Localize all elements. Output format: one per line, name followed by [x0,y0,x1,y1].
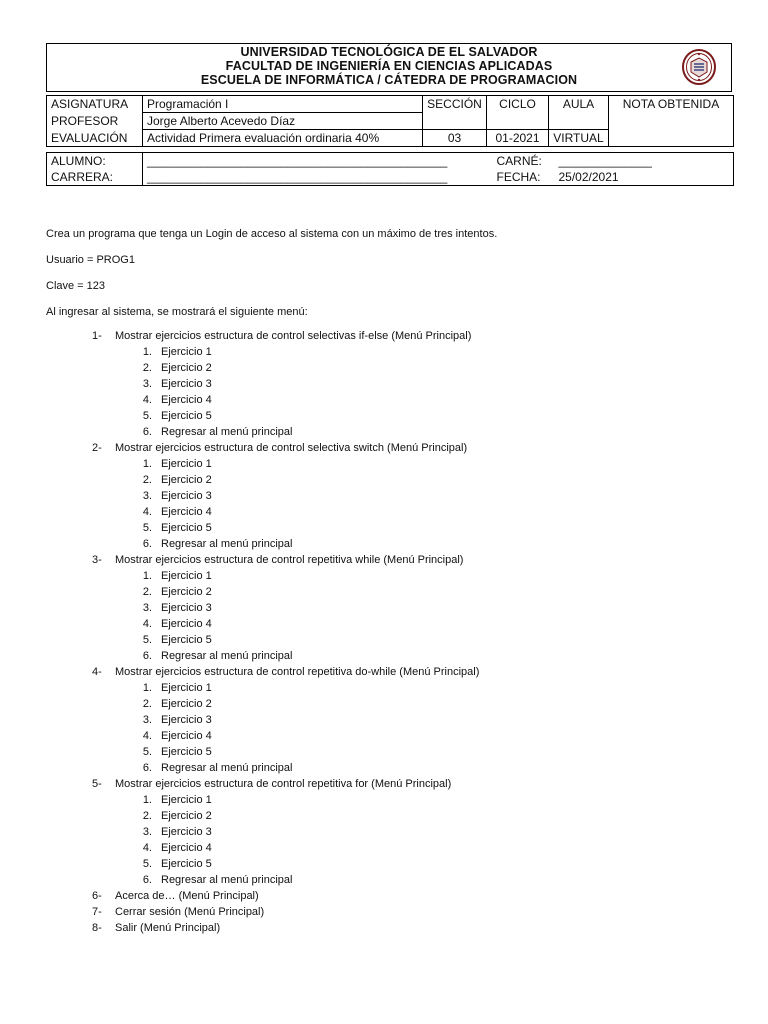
submenu-item-text: Ejercicio 5 [161,746,212,758]
submenu-item [46,696,736,712]
usuario-text: Usuario = PROG1 [46,254,135,266]
submenu-item-number: 4. [142,506,152,518]
seccion-label: SECCIÓN [423,96,487,113]
submenu-item [46,520,736,536]
submenu-item [46,648,736,664]
submenu-item [46,728,736,744]
submenu-item-text: Ejercicio 1 [161,570,212,582]
submenu-item-text: Ejercicio 2 [161,698,212,710]
submenu-item [46,680,736,696]
menu-item-number: 8- [92,922,102,934]
submenu-item-text: Ejercicio 2 [161,810,212,822]
submenu-item [46,744,736,760]
aula-value: VIRTUAL [549,130,609,147]
submenu-item-number: 1. [142,682,152,694]
alumno-label: ALUMNO: [47,153,143,170]
menu-item-number: 6- [92,890,102,902]
menu-intro-text: Al ingresar al sistema, se mostrará el siguiente menú: [46,306,308,318]
submenu-item [46,632,736,648]
submenu-item [46,536,736,552]
university-seal-icon [681,48,717,86]
menu-item-text: Mostrar ejercicios estructura de control selectiva switch (Menú Principal) [115,442,468,454]
submenu-item-number: 5. [142,746,152,758]
submenu-item-number: 6. [142,762,152,774]
submenu-item-text: Ejercicio 2 [161,474,212,486]
submenu-item-number: 1. [142,794,152,806]
profesor-label: PROFESOR [47,113,143,130]
submenu-item-text: Ejercicio 2 [161,362,212,374]
menu-list [46,328,736,936]
nota-label: NOTA OBTENIDA [609,96,734,147]
submenu-item-text: Ejercicio 4 [161,730,212,742]
submenu-item [46,856,736,872]
menu-item-number: 2- [92,442,102,454]
menu-item [46,328,736,344]
menu-item-text: Mostrar ejercicios estructura de control repetitiva for (Menú Principal) [115,778,452,790]
submenu-item-number: 4. [142,394,152,406]
submenu-item [46,408,736,424]
submenu-item-text: Ejercicio 3 [161,378,212,390]
carne-label: CARNÉ: [496,154,542,168]
submenu-item [46,616,736,632]
submenu-item-text: Ejercicio 4 [161,842,212,854]
submenu-item-number: 6. [142,426,152,438]
submenu-item [46,760,736,776]
aula-label: AULA [549,96,609,113]
seccion-value: 03 [423,130,487,147]
menu-item-number: 1- [92,330,102,342]
university-title: UNIVERSIDAD TECNOLÓGICA DE EL SALVADOR [240,45,538,59]
submenu-item-text: Ejercicio 5 [161,410,212,422]
submenu-item-number: 1. [142,458,152,470]
submenu-item-text: Ejercicio 4 [161,506,212,518]
submenu-item [46,376,736,392]
submenu-item-text: Regresar al menú principal [161,538,293,550]
submenu-item [46,792,736,808]
course-info-table [46,95,734,147]
submenu-item-number: 2. [142,698,152,710]
header-text [47,44,731,87]
submenu-item-number: 6. [142,874,152,886]
submenu-item-text: Ejercicio 1 [161,458,212,470]
fecha-value: 25/02/2021 [558,170,619,184]
faculty-title: FACULTAD DE INGENIERÍA EN CIENCIAS APLICADAS [225,59,553,73]
evaluacion-value: Actividad Primera evaluación ordinaria 40% [143,130,423,147]
document-header [46,43,732,92]
submenu-item-number: 2. [142,362,152,374]
menu-item [46,440,736,456]
submenu-item [46,584,736,600]
submenu-item [46,424,736,440]
carne-field[interactable]: ______________ [558,154,652,168]
submenu-item-text: Ejercicio 3 [161,826,212,838]
submenu-item-text: Ejercicio 4 [161,618,212,630]
submenu-item-text: Ejercicio 3 [161,714,212,726]
menu-item-number: 3- [92,554,102,566]
submenu-item [46,808,736,824]
school-title: ESCUELA DE INFORMÁTICA / CÁTEDRA DE PROGRAMACION [200,73,578,87]
submenu-item-text: Regresar al menú principal [161,874,293,886]
menu-item [46,920,736,936]
menu-item [46,664,736,680]
asignatura-value: Programación I [143,96,423,113]
submenu-item-text: Ejercicio 2 [161,586,212,598]
submenu-item [46,872,736,888]
clave-text: Clave = 123 [46,280,106,292]
carrera-label: CARRERA: [47,169,143,186]
submenu-item [46,392,736,408]
menu-item-text: Salir (Menú Principal) [115,922,221,934]
asignatura-label: ASIGNATURA [47,96,143,113]
submenu-item [46,504,736,520]
submenu-item [46,712,736,728]
submenu-item [46,456,736,472]
fecha-label: FECHA: [496,170,541,184]
submenu-item [46,600,736,616]
submenu-item-text: Ejercicio 1 [161,682,212,694]
menu-item-text: Mostrar ejercicios estructura de control repetitiva while (Menú Principal) [115,554,464,566]
submenu-item-number: 4. [142,842,152,854]
submenu-item [46,360,736,376]
ciclo-value: 01-2021 [487,130,549,147]
submenu-item-number: 6. [142,650,152,662]
student-info-table [46,152,734,186]
menu-item-number: 5- [92,778,102,790]
menu-item [46,552,736,568]
menu-item [46,904,736,920]
submenu-item-number: 1. [142,570,152,582]
assignment-body [46,226,736,936]
submenu-item-number: 5. [142,634,152,646]
submenu-item-text: Regresar al menú principal [161,426,293,438]
menu-item [46,888,736,904]
menu-item-text: Acerca de… (Menú Principal) [115,890,259,902]
submenu-item-number: 2. [142,810,152,822]
submenu-item-text: Ejercicio 5 [161,858,212,870]
evaluacion-label: EVALUACIÓN [47,130,143,147]
submenu-item-number: 2. [142,586,152,598]
submenu-item-number: 5. [142,522,152,534]
intro-text: Crea un programa que tenga un Login de acceso al sistema con un máximo de tres intentos. [46,228,498,240]
submenu-item [46,344,736,360]
submenu-item-number: 3. [142,490,152,502]
carrera-field[interactable]: _____________________________________________ [147,170,448,184]
submenu-item [46,824,736,840]
ciclo-label: CICLO [487,96,549,113]
submenu-item-text: Ejercicio 3 [161,602,212,614]
aula-spacer [549,113,609,130]
submenu-item-text: Ejercicio 5 [161,634,212,646]
menu-item-number: 4- [92,666,102,678]
submenu-item-number: 3. [142,602,152,614]
submenu-item-number: 4. [142,730,152,742]
profesor-value: Jorge Alberto Acevedo Díaz [143,113,423,130]
submenu-item [46,472,736,488]
submenu-item-text: Regresar al menú principal [161,762,293,774]
menu-item [46,776,736,792]
alumno-field[interactable]: _____________________________________________ [147,154,448,168]
submenu-item-number: 5. [142,858,152,870]
submenu-item-number: 5. [142,410,152,422]
submenu-item-number: 4. [142,618,152,630]
submenu-item-number: 3. [142,714,152,726]
submenu-item-number: 3. [142,378,152,390]
menu-item-text: Mostrar ejercicios estructura de control selectivas if-else (Menú Principal) [115,330,472,342]
submenu-item-number: 6. [142,538,152,550]
menu-item-text: Mostrar ejercicios estructura de control repetitiva do-while (Menú Principal) [115,666,480,678]
menu-item-text: Cerrar sesión (Menú Principal) [115,906,265,918]
submenu-item-text: Ejercicio 5 [161,522,212,534]
ciclo-spacer [487,113,549,130]
submenu-item [46,840,736,856]
menu-item-number: 7- [92,906,102,918]
submenu-item [46,488,736,504]
submenu-item-number: 1. [142,346,152,358]
submenu-item-text: Ejercicio 3 [161,490,212,502]
submenu-item-text: Ejercicio 1 [161,794,212,806]
submenu-item-text: Ejercicio 4 [161,394,212,406]
submenu-item-text: Regresar al menú principal [161,650,293,662]
seccion-spacer [423,113,487,130]
submenu-item-number: 2. [142,474,152,486]
submenu-item-number: 3. [142,826,152,838]
submenu-item-text: Ejercicio 1 [161,346,212,358]
submenu-item [46,568,736,584]
